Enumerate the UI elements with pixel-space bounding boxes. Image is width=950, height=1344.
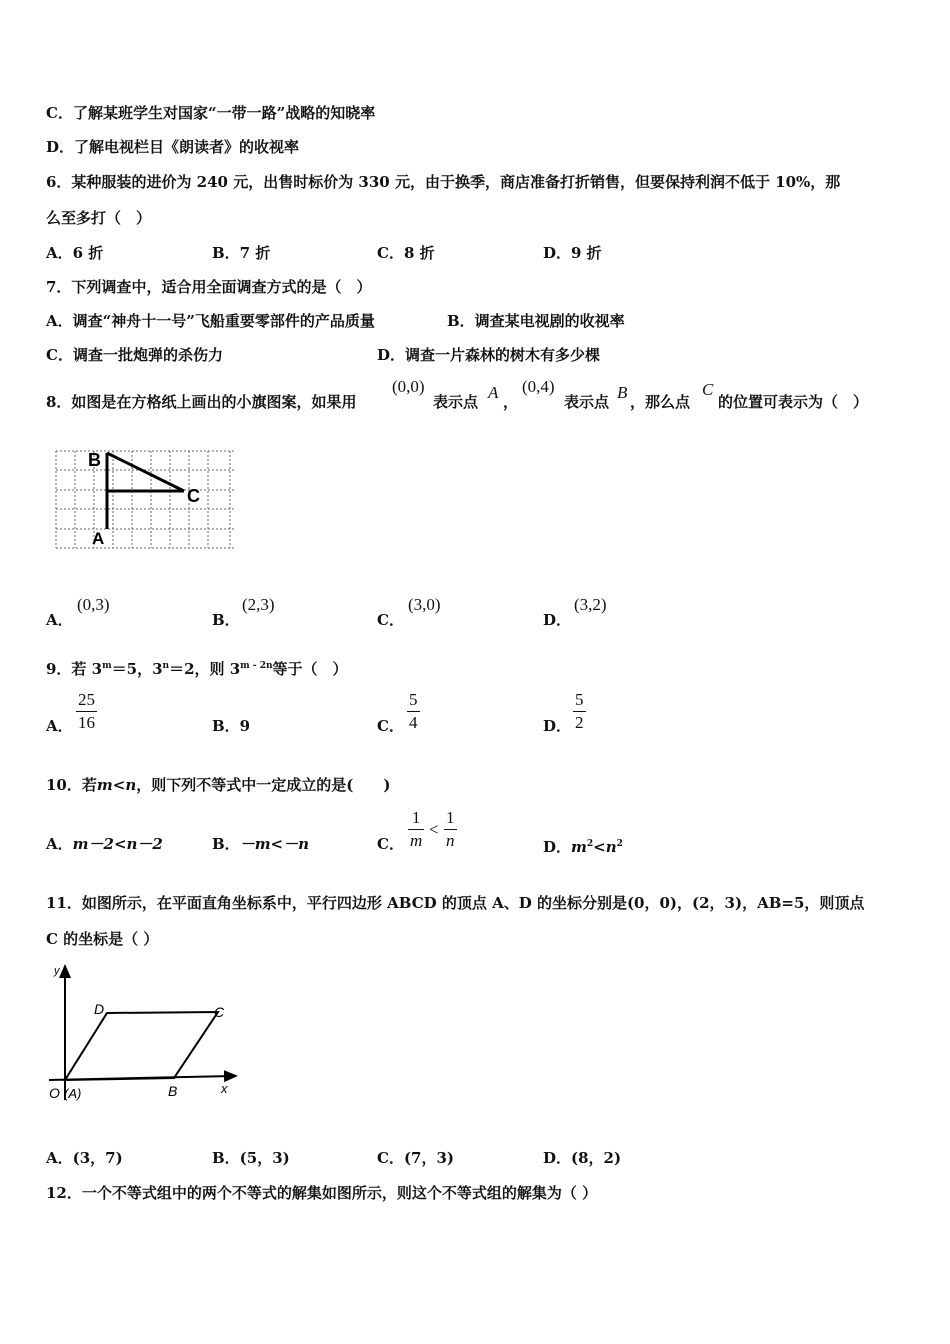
q10-option-c-frac2: 1 n: [446, 808, 455, 850]
q8-option-a-label: A．: [46, 611, 73, 629]
fig-label-x: x: [221, 1081, 228, 1096]
q6-option-d: D．9 折: [543, 244, 602, 262]
q8-point-b: B: [617, 383, 628, 402]
q7-text: 7．下列调查中，适合用全面调查方式的是（ ）: [46, 278, 372, 296]
q6-option-b: B．7 折: [212, 244, 271, 262]
q8-point-a: A: [488, 383, 499, 402]
q9-option-c-fraction: 5 4: [409, 690, 418, 732]
q8-option-c-label: C．: [377, 611, 404, 629]
q11-text-line2: C 的坐标是（ ）: [46, 930, 159, 948]
q8-option-b-value: (2,3): [242, 595, 275, 614]
q11-option-c: C．(7，3): [377, 1149, 455, 1167]
q8-text-mid3: ，那么点: [630, 393, 691, 411]
q9-option-d-fraction: 5 2: [575, 690, 584, 732]
q9-option-b: B．9: [212, 717, 251, 735]
q7-option-a: A．调查“神舟十一号”飞船重要零部件的产品质量: [46, 312, 375, 330]
q8-option-b-label: B．: [212, 611, 240, 629]
q8-text-mid2: 表示点: [564, 393, 610, 411]
q8-coord-b: (0,4): [522, 377, 555, 396]
q8-coord-a: (0,0): [392, 377, 425, 396]
q10-option-c-lt: <: [429, 820, 439, 839]
flag-label-b: B: [88, 450, 101, 470]
fig-label-b: B: [168, 1083, 178, 1099]
q11-option-d: D．(8，2): [543, 1149, 622, 1167]
q8-option-a-value: (0,3): [77, 595, 110, 614]
q7-option-b: B．调查某电视剧的收视率: [447, 312, 625, 330]
q9-option-c-label: C．: [377, 717, 404, 735]
q10-option-c-frac1: 1 m: [410, 808, 423, 850]
q9-option-a-label: A．: [46, 717, 73, 735]
q9-option-a-fraction: 25 16: [78, 690, 95, 732]
fig-label-o: O: [49, 1085, 60, 1101]
q10-option-b: B．－m<－n: [212, 835, 310, 853]
q8-flag-figure: [52, 447, 238, 553]
q10-text: 10．若m<n，则下列不等式中一定成立的是( ): [46, 776, 391, 794]
q12-text: 12．一个不等式组中的两个不等式的解集如图所示，则这个不等式组的解集为（ ）: [46, 1184, 598, 1202]
q8-point-c: C: [702, 380, 714, 399]
flag-label-c: C: [187, 486, 200, 506]
q8-text-end: 的位置可表示为（ ）: [718, 393, 869, 411]
q8-text-pre: 8．如图是在方格纸上画出的小旗图案，如果用: [46, 393, 357, 411]
q8-option-c-value: (3,0): [408, 595, 441, 614]
flag-top: [107, 453, 184, 491]
q9-text: 9．若 $3^m=5$，$3^n=2$，则 $3^{m - 2n}$等于（ ）: [46, 660, 348, 678]
q10-option-a: A．m－2<n－2: [46, 835, 163, 853]
q10-option-d: D．$m^2<n^2$: [543, 838, 623, 856]
parallelogram-abcd: [65, 1012, 218, 1080]
q11-option-a: A．(3，7): [46, 1149, 123, 1167]
q8-text-mid1: 表示点: [433, 393, 479, 411]
q11-parallelogram-figure: [44, 962, 240, 1104]
fig-label-d: D: [94, 1001, 105, 1017]
fig-label-a: (A): [64, 1086, 82, 1101]
q7-option-d: D．调查一片森林的树木有多少棵: [377, 346, 601, 364]
fig-label-c: C: [214, 1004, 225, 1020]
q6-option-c: C．8 折: [377, 244, 435, 262]
q8-option-d-value: (3,2): [574, 595, 607, 614]
q7-option-c: C．调查一批炮弹的杀伤力: [46, 346, 223, 364]
fig-label-y: y: [54, 965, 60, 977]
option-c-prev: C．了解某班学生对国家“一带一路”战略的知晓率: [46, 104, 376, 122]
q10-option-c-label: C．: [377, 835, 404, 853]
q8-option-d-label: D．: [543, 611, 572, 629]
q8-comma: ，: [503, 393, 519, 411]
q9-option-d-label: D．: [543, 717, 572, 735]
option-d-prev: D．了解电视栏目《朗读者》的收视率: [46, 138, 300, 156]
q6-option-a: A．6 折: [46, 244, 104, 262]
q6-text-line2: 么至多打（ ）: [46, 209, 152, 227]
flag-label-a: A: [92, 529, 105, 548]
q6-text-line1: 6．某种服装的进价为 240 元，出售时标价为 330 元，由于换季，商店准备打折销售，但要保持利润不低于 10%，那: [46, 173, 841, 191]
q11-option-b: B．(5，3): [212, 1149, 290, 1167]
q11-text-line1: 11．如图所示，在平面直角坐标系中，平行四边形 ABCD 的顶点 A、D 的坐标分别是(0，0)，(2，3)，AB=5，则顶点: [46, 894, 865, 912]
